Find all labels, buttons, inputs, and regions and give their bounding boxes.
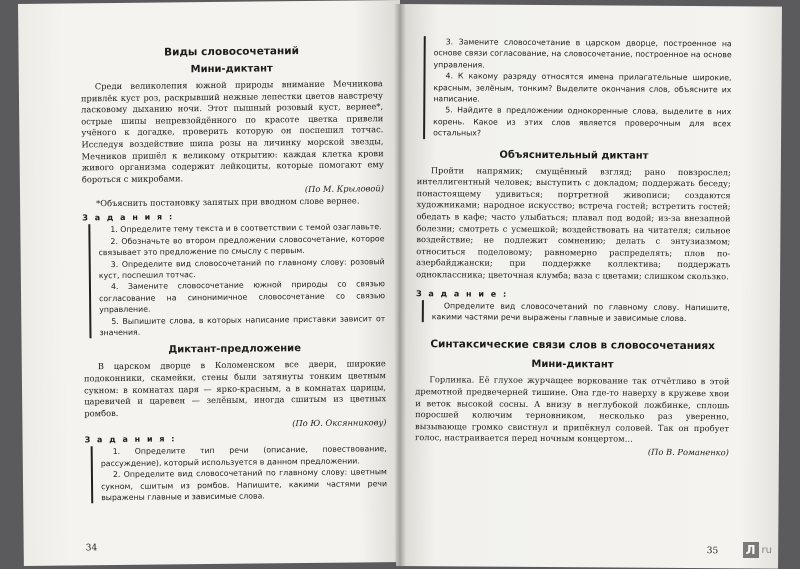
page-number-right: 35 — [706, 546, 719, 557]
task-list-3 — [422, 300, 730, 325]
task-item: 3. Определите вид словосочетаний по главному слову: розовый куст, поспешил тотчас. — [98, 256, 385, 281]
dictation-text-1: Среди великолепия южной природы внимание Мечникова привлёк куст роз, раскрывший нежные лепестки цветов навстречу ласковому дыханию ночи. Этот пышный розовый куст, вернее*, острые шипы непревзойдённого по красоте цветка привели учёного к догадке, проверить которую он поспешил тотчас. Исследуя воздействие шипа розы на личинку морской звезды, Мечников пришёл к великому открытию: каждая клетка крови живого организма содержит лейкоциты, которые помогают ему бороться с микробами. — [80, 78, 384, 185]
dictation-source-2: (По Ю. Оксянниковy) — [292, 417, 387, 429]
watermark — [743, 542, 772, 558]
right-page — [396, 4, 782, 569]
task-list-continued — [423, 36, 732, 141]
watermark-logo-icon: Л — [743, 542, 759, 558]
task-item: 3. Замените словосочетание в царском дворце, построенное на основе связи согласование, на словосочетание, построенное на основе управления. — [433, 37, 732, 70]
syntax-links-title: Синтаксические связи слов в словосочетаниях — [430, 338, 715, 353]
task-item: 4. К какому разряду относятся имена прилагательные широкие, красным, зелёным, тонким? Выделите окончания слов, объясните их написание. — [433, 71, 732, 104]
task-item: Определите вид словосочетаний по главному слову. Напишите, какими частями речи выражены главные и зависимые слова. — [431, 300, 730, 324]
page-number-left: 34 — [85, 543, 98, 554]
left-page-title: Виды словосочетаний — [163, 45, 300, 59]
tasks-label-2: З а д а н и я : — [84, 434, 177, 445]
book-fold — [394, 4, 406, 566]
task-item: 1. Определите тип речи (описание, повествование, рассуждение), который используется в данном предложении. — [100, 444, 387, 468]
tasks-label-3: З а д а н и е : — [415, 288, 509, 299]
task-item: 5. Выпишите слова, в которых написание приставки зависит от значения. — [99, 313, 386, 338]
task-item: 2. Определите вид словосочетаний по главному слову: цветным сукном, сшитым из ромбов. Напишите, какими частями речи выражены главные и зависимые слова. — [101, 467, 388, 503]
task-list-2 — [91, 444, 388, 504]
left-page — [18, 0, 406, 566]
dictation-text-2: В царском дворце в Коломенском все двери, широкие подоконники, скамейки, стены были затянуты тонким цветным сукном: в комнатах царя — ярко-красным, а в комнатах царицы, царевичей и царевен — зелёным, иногда сшитым из цветных ромбов. — [83, 358, 387, 419]
book-spread — [18, 4, 782, 566]
explanatory-dictation-title: Объяснительный диктант — [499, 149, 649, 162]
dictation-source-1: (По М. Крыловой) — [304, 183, 385, 195]
task-item: 2. Обозначьте во втором предложении словосочетание, которое связывает это предложение по смыслу с первым. — [98, 233, 385, 258]
tasks-label-1: З а д а н и я : — [82, 212, 175, 223]
mini-dictation-title: Мини-диктант — [190, 63, 273, 76]
task-list-1 — [88, 222, 385, 339]
sentence-dictation-title: Диктант-предложение — [168, 343, 302, 356]
task-item: 4. Замените словосочетание южной природы со связью согласование на синонимичное словосочетание со связью управление. — [99, 279, 386, 315]
mini-dictation-title-2: Мини-диктант — [531, 359, 614, 371]
dictation-source-4: (По В. Романенко) — [647, 446, 729, 458]
watermark-text: ru — [761, 544, 772, 556]
dictation-text-3: Пройти напрямик; смущённый взгляд; рано повзрослел; интеллигентный человек; выступить с докладом; поддержать беседу; понастоящему удивиться; портретной живописи; создаются художниками; народное искусство; встреча гостей; встретить гостей; обедать в кафе; часто улыбаться; плавал под водой; из-за внезапной болезни; смотреть с усмешкой; воздействовать на читателя; сильное воздействие; не подлежит сомнению; делать с энтузиазмом; относиться поделовому; равномерно распределять; плов по-азербайджански; при поддержке коллектива; поддержать одноклассника; цветочная клумба; ваза с цветами; слишком скользко. — [416, 164, 731, 282]
footnote: *Объяснить постановку запятых при вводном слове вернее. — [96, 195, 360, 209]
task-item: 5. Найдите в предложении однокоренные слова, выделите в них корень. Какое из этих слов является проверочным для всех остальных? — [433, 105, 732, 138]
task-item: 1. Определите тему текста и в соответствии с темой озаглавьте. — [110, 222, 382, 235]
dictation-text-4: Горлинка. Её глухое журчащее воркование так отчётливо в этой дремотной предвечерней тишине. Она где-то наверху в кружеве хвои и веток высокой сосны. А внизу в неглубокой ложбинке, сплошь поросшей колючим терновником, несколько раз уверенно, вызывающе громко свистнул и припёкнул соловей. Так он пробует голос, настраивается перед ночным концертом… — [414, 374, 730, 445]
